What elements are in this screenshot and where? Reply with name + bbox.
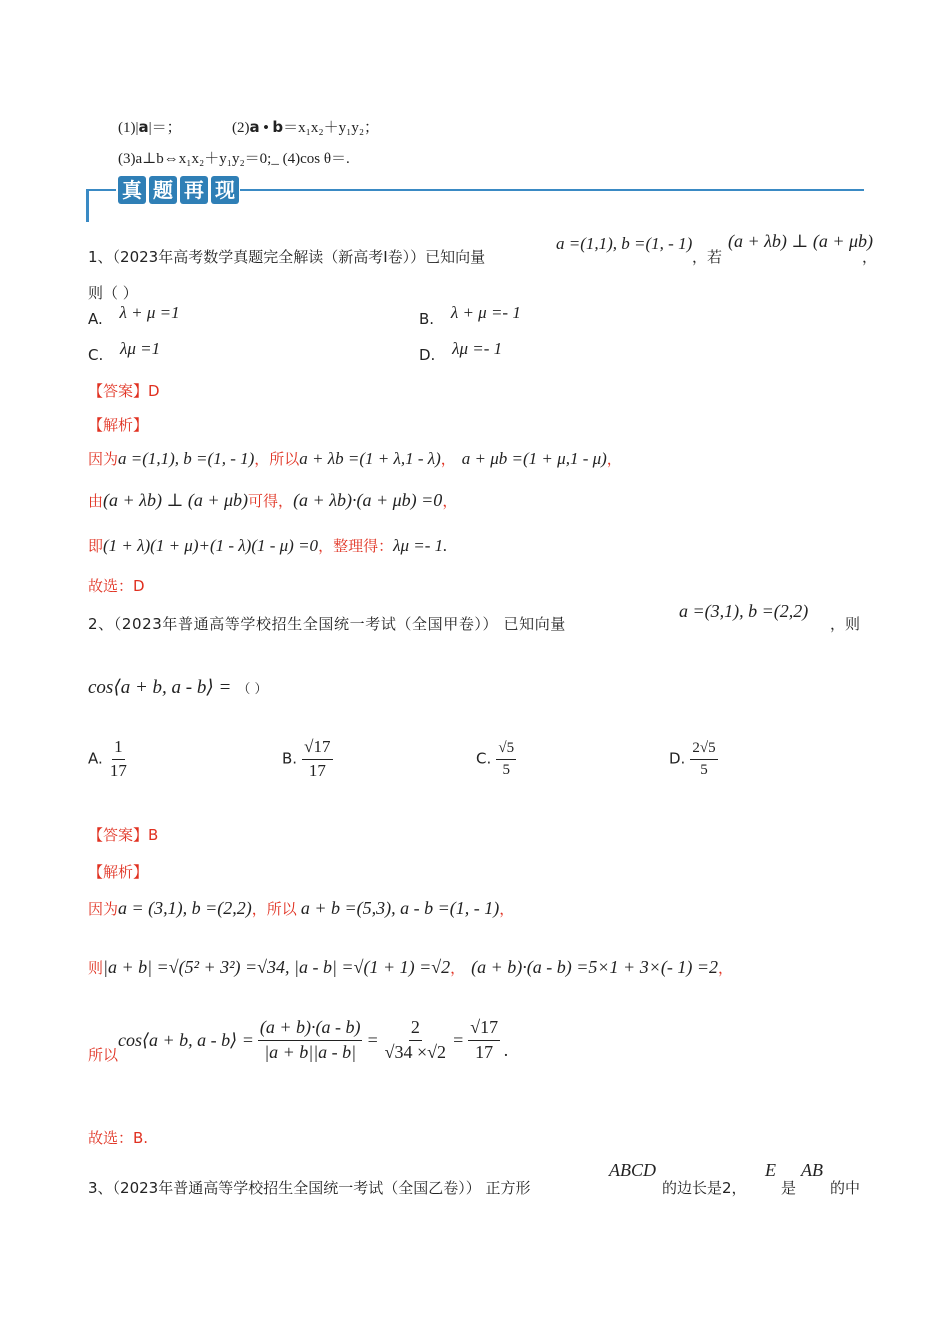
- step-text: 因为: [88, 900, 119, 918]
- section-char: 再: [180, 176, 208, 204]
- option-label: A.: [88, 749, 103, 768]
- q1-option-c[interactable]: [88, 339, 161, 365]
- step-text: ，整理得：: [318, 537, 394, 555]
- q1-choose: 故选：D: [88, 577, 145, 595]
- q1-tail: ，: [862, 248, 878, 266]
- formula-text: ＝x₁x₂＋y₁y₂；: [283, 120, 380, 136]
- q2-analysis-label: 【解析】: [88, 863, 149, 881]
- option-label: C.: [476, 749, 492, 768]
- section-char: 真: [118, 176, 146, 204]
- step-math: .: [443, 536, 448, 555]
- step-text: ，: [499, 900, 515, 918]
- step-math: a + b =(5,3), a - b =(1, - 1): [300, 898, 500, 918]
- q1-answer: 【答案】D: [88, 382, 160, 400]
- q2-option-c[interactable]: [476, 740, 516, 778]
- fraction-numerator: 1: [112, 738, 125, 760]
- q1-option-a[interactable]: [88, 303, 180, 329]
- q2-choose: 故选：B.: [88, 1129, 149, 1147]
- option-expr: λμ =1: [120, 339, 161, 358]
- q2-question-expr: [88, 676, 268, 699]
- step-text: ，所以: [251, 900, 297, 918]
- step-math: .: [504, 1039, 509, 1060]
- step-text: ，: [717, 959, 733, 977]
- step-text: 则: [88, 959, 104, 977]
- option-expr: λ + μ =- 1: [450, 303, 521, 322]
- q3-point-e: E: [765, 1160, 776, 1180]
- formula-text: |＝；: [148, 120, 182, 136]
- fraction-numerator: √17: [468, 1018, 500, 1041]
- step-text: ，: [442, 492, 458, 510]
- option-label: B.: [419, 310, 435, 328]
- step-fraction: [383, 1018, 448, 1063]
- step-text: 可得，: [248, 492, 294, 510]
- fraction-denominator: |a + b||a - b|: [264, 1041, 357, 1062]
- q2-option-b[interactable]: [282, 738, 333, 780]
- q1-intro: 1、（2023年高考数学真题完全解读（新高考Ⅰ卷））已知向量: [88, 248, 486, 266]
- step-math: a + μb =(1 + μ,1 - μ): [461, 449, 607, 468]
- step-math: (1 + λ)(1 + μ)+(1 - λ)(1 - μ) =0: [103, 536, 319, 555]
- section-left-bar: [86, 190, 89, 222]
- section-rule-left: [86, 189, 116, 191]
- step-math: (a + λb)·(a + μb) =0: [293, 490, 443, 510]
- formula-text: •: [259, 120, 273, 136]
- step-text: 因为: [88, 450, 119, 468]
- formula-text: (2): [232, 120, 250, 136]
- q2-tail: ，则: [830, 615, 861, 633]
- section-title: [118, 176, 239, 204]
- q3-segment-ab: AB: [801, 1160, 823, 1180]
- option-label: D.: [669, 749, 686, 768]
- option-label: B.: [282, 749, 298, 768]
- option-label: D.: [419, 346, 436, 364]
- q2-vectors: a =(3,1), b =(2,2): [679, 601, 809, 621]
- q1-step-1: [88, 448, 622, 469]
- fraction-numerator: √5: [496, 740, 516, 760]
- formula-line-1: [118, 116, 182, 137]
- fraction-denominator: 17: [109, 760, 127, 780]
- fraction-denominator: 17: [308, 760, 326, 780]
- fraction-denominator: 17: [475, 1041, 494, 1062]
- question-paren: （ ）: [237, 682, 268, 697]
- fraction-numerator: 2√5: [690, 740, 717, 760]
- step-text: ，: [606, 450, 622, 468]
- step-math: a + λb =(1 + λ,1 - λ): [299, 449, 441, 468]
- fraction-denominator: √34 ×√2: [384, 1041, 447, 1062]
- fraction-denominator: 5: [700, 761, 708, 778]
- step-math: cos⟨a + b, a - b⟩ =: [118, 1029, 254, 1050]
- question-math: cos⟨a + b, a - b⟩ =: [88, 677, 232, 698]
- formula-text: a: [249, 118, 260, 136]
- q3-mid2: 是: [781, 1179, 797, 1197]
- step-text: ，: [450, 959, 466, 977]
- q1-cond-pre: ，若: [692, 248, 723, 266]
- formula-text: b: [272, 118, 284, 136]
- option-label: A.: [88, 310, 103, 328]
- fraction-numerator: 2: [409, 1018, 422, 1041]
- q3-tail: 的中: [830, 1179, 861, 1197]
- option-fraction: [496, 740, 516, 778]
- option-fraction: [302, 738, 332, 780]
- step-text: 由: [88, 492, 104, 510]
- option-expr: λ + μ =1: [119, 303, 180, 322]
- option-fraction: [690, 740, 717, 778]
- q2-step-1: [88, 898, 514, 919]
- formula-line-2: (3)a⊥b⇔x₁x₂＋y₁y₂＝0;_ (4)cos θ＝.: [118, 151, 350, 167]
- q1-analysis-label: 【解析】: [88, 416, 149, 434]
- step-fraction: [468, 1018, 500, 1063]
- q2-option-d[interactable]: [669, 740, 718, 778]
- q1-then: 则（ ）: [88, 284, 138, 302]
- q2-answer: 【答案】B: [88, 826, 159, 844]
- formula-text: a: [138, 118, 149, 136]
- q1-option-b[interactable]: [419, 303, 521, 329]
- option-label: C.: [88, 346, 104, 364]
- formula-text: (1)|: [118, 120, 139, 136]
- step-text: 即: [88, 537, 104, 555]
- option-fraction: [108, 738, 129, 780]
- step-math: (a + λb) ⊥ (a + μb): [103, 490, 249, 510]
- step-math: =: [366, 1029, 379, 1050]
- fraction-numerator: (a + b)·(a - b): [258, 1018, 363, 1041]
- q3-intro: 3、（2023年普通高等学校招生全国统一考试（全国乙卷）） 正方形: [88, 1179, 531, 1197]
- option-expr: λμ =- 1: [452, 339, 503, 358]
- q1-step-3: [88, 535, 447, 556]
- step-text: ，: [440, 450, 456, 468]
- step-text: 所以: [88, 1045, 119, 1064]
- step-text: ，所以: [254, 450, 300, 468]
- q1-vectors: a =(1,1), b =(1, - 1): [556, 234, 693, 253]
- step-math: λμ =- 1: [393, 536, 444, 555]
- fraction-numerator: √17: [302, 738, 332, 760]
- section-char: 现: [211, 176, 239, 204]
- q3-square-name: ABCD: [609, 1160, 656, 1180]
- q3-mid1: 的边长是2，: [662, 1179, 747, 1197]
- fraction-denominator: 5: [502, 761, 510, 778]
- q1-condition: (a + λb) ⊥ (a + μb): [728, 231, 874, 251]
- step-math: a =(1,1), b =(1, - 1): [118, 449, 255, 468]
- formula-line-1b: [232, 116, 379, 137]
- q2-option-a[interactable]: [88, 738, 129, 780]
- q2-step-3: [88, 1018, 509, 1063]
- step-fraction: [258, 1018, 363, 1063]
- q1-option-d[interactable]: [419, 339, 503, 365]
- q2-step-2: [88, 957, 733, 978]
- q2-intro: 2、（2023年普通高等学校招生全国统一考试（全国甲卷）） 已知向量: [88, 615, 566, 633]
- section-char: 题: [149, 176, 177, 204]
- step-math: =: [452, 1029, 465, 1050]
- section-rule-right: [240, 189, 864, 191]
- step-math: a = (3,1), b =(2,2): [118, 898, 252, 918]
- step-math: |a + b| =√(5² + 3²) =√34, |a - b| =√(1 + 1) =√2: [103, 957, 451, 977]
- step-math: (a + b)·(a - b) =5×1 + 3×(- 1) =2: [471, 957, 718, 977]
- q1-step-2: [88, 490, 457, 511]
